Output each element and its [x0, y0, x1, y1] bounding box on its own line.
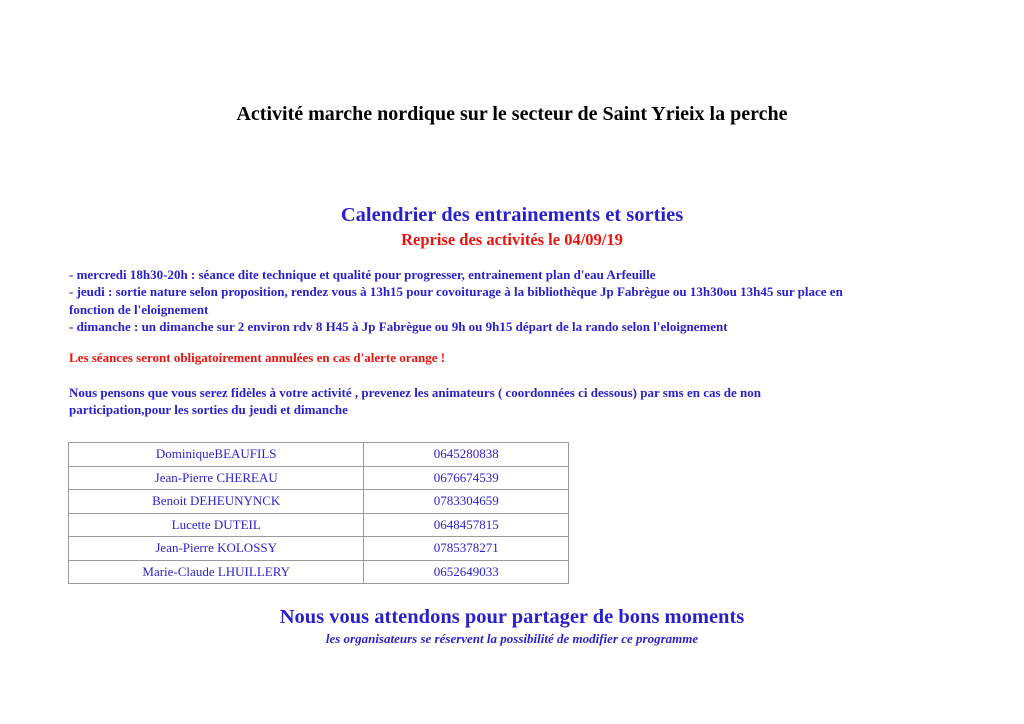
page-title: Activité marche nordique sur le secteur de Saint Yrieix la perche: [236, 103, 788, 125]
schedule-thursday-continued: fonction de l'eloignement: [69, 301, 209, 317]
contact-phone: 0648457815: [364, 513, 569, 537]
cancellation-warning: Les séances seront obligatoirement annulées en cas d'alerte orange !: [69, 350, 446, 365]
contact-phone: 0652649033: [364, 560, 569, 584]
attendance-note-line2: participation,pour les sorties du jeudi et dimanche: [69, 402, 348, 418]
attendance-note: [69, 384, 949, 419]
schedule-sunday: - dimanche : un dimanche sur 2 environ rdv 8 H45 à Jp Fabrègue ou 9h ou 9h15 départ de la rando selon l'eloignement: [69, 318, 728, 334]
contact-name: Jean-Pierre CHEREAU: [69, 466, 364, 490]
table-row: [69, 513, 569, 537]
organizers-disclaimer: les organisateurs se réservent la possibilité de modifier ce programme: [325, 631, 699, 646]
schedule-wednesday: - mercredi 18h30-20h : séance dite technique et qualité pour progresser, entrainement plan d'eau Arfeuille: [69, 267, 656, 282]
table-row: [69, 560, 569, 584]
contact-name: Marie-Claude LHUILLERY: [69, 560, 364, 584]
table-row: [69, 537, 569, 561]
schedule-thursday: - jeudi : sortie nature selon proposition, rendez vous à 13h15 pour covoiturage à la bibliothèque Jp Fabrègue ou 13h30ou 13h45 sur place en: [69, 284, 843, 300]
table-row: [69, 466, 569, 490]
contacts-table: [68, 442, 569, 584]
contact-phone: 0676674539: [364, 466, 569, 490]
closing-message: Nous vous attendons pour partager de bons moments: [279, 606, 745, 628]
calendar-heading: Calendrier des entrainements et sorties: [340, 204, 684, 226]
resume-date: Reprise des activités le 04/09/19: [401, 230, 623, 249]
table-row: [69, 490, 569, 514]
attendance-note-line1: Nous pensons que vous serez fidèles à votre activité , prevenez les animateurs ( coordonnées ci dessous) par sms en cas de non: [69, 385, 761, 400]
contact-name: DominiqueBEAUFILS: [69, 443, 364, 467]
contact-phone: 0785378271: [364, 537, 569, 561]
table-row: [69, 443, 569, 467]
contact-name: Benoit DEHEUNYNCK: [69, 490, 364, 514]
schedule-block: [69, 266, 949, 335]
contact-phone: 0783304659: [364, 490, 569, 514]
contact-phone: 0645280838: [364, 443, 569, 467]
contact-name: Lucette DUTEIL: [69, 513, 364, 537]
contact-name: Jean-Pierre KOLOSSY: [69, 537, 364, 561]
